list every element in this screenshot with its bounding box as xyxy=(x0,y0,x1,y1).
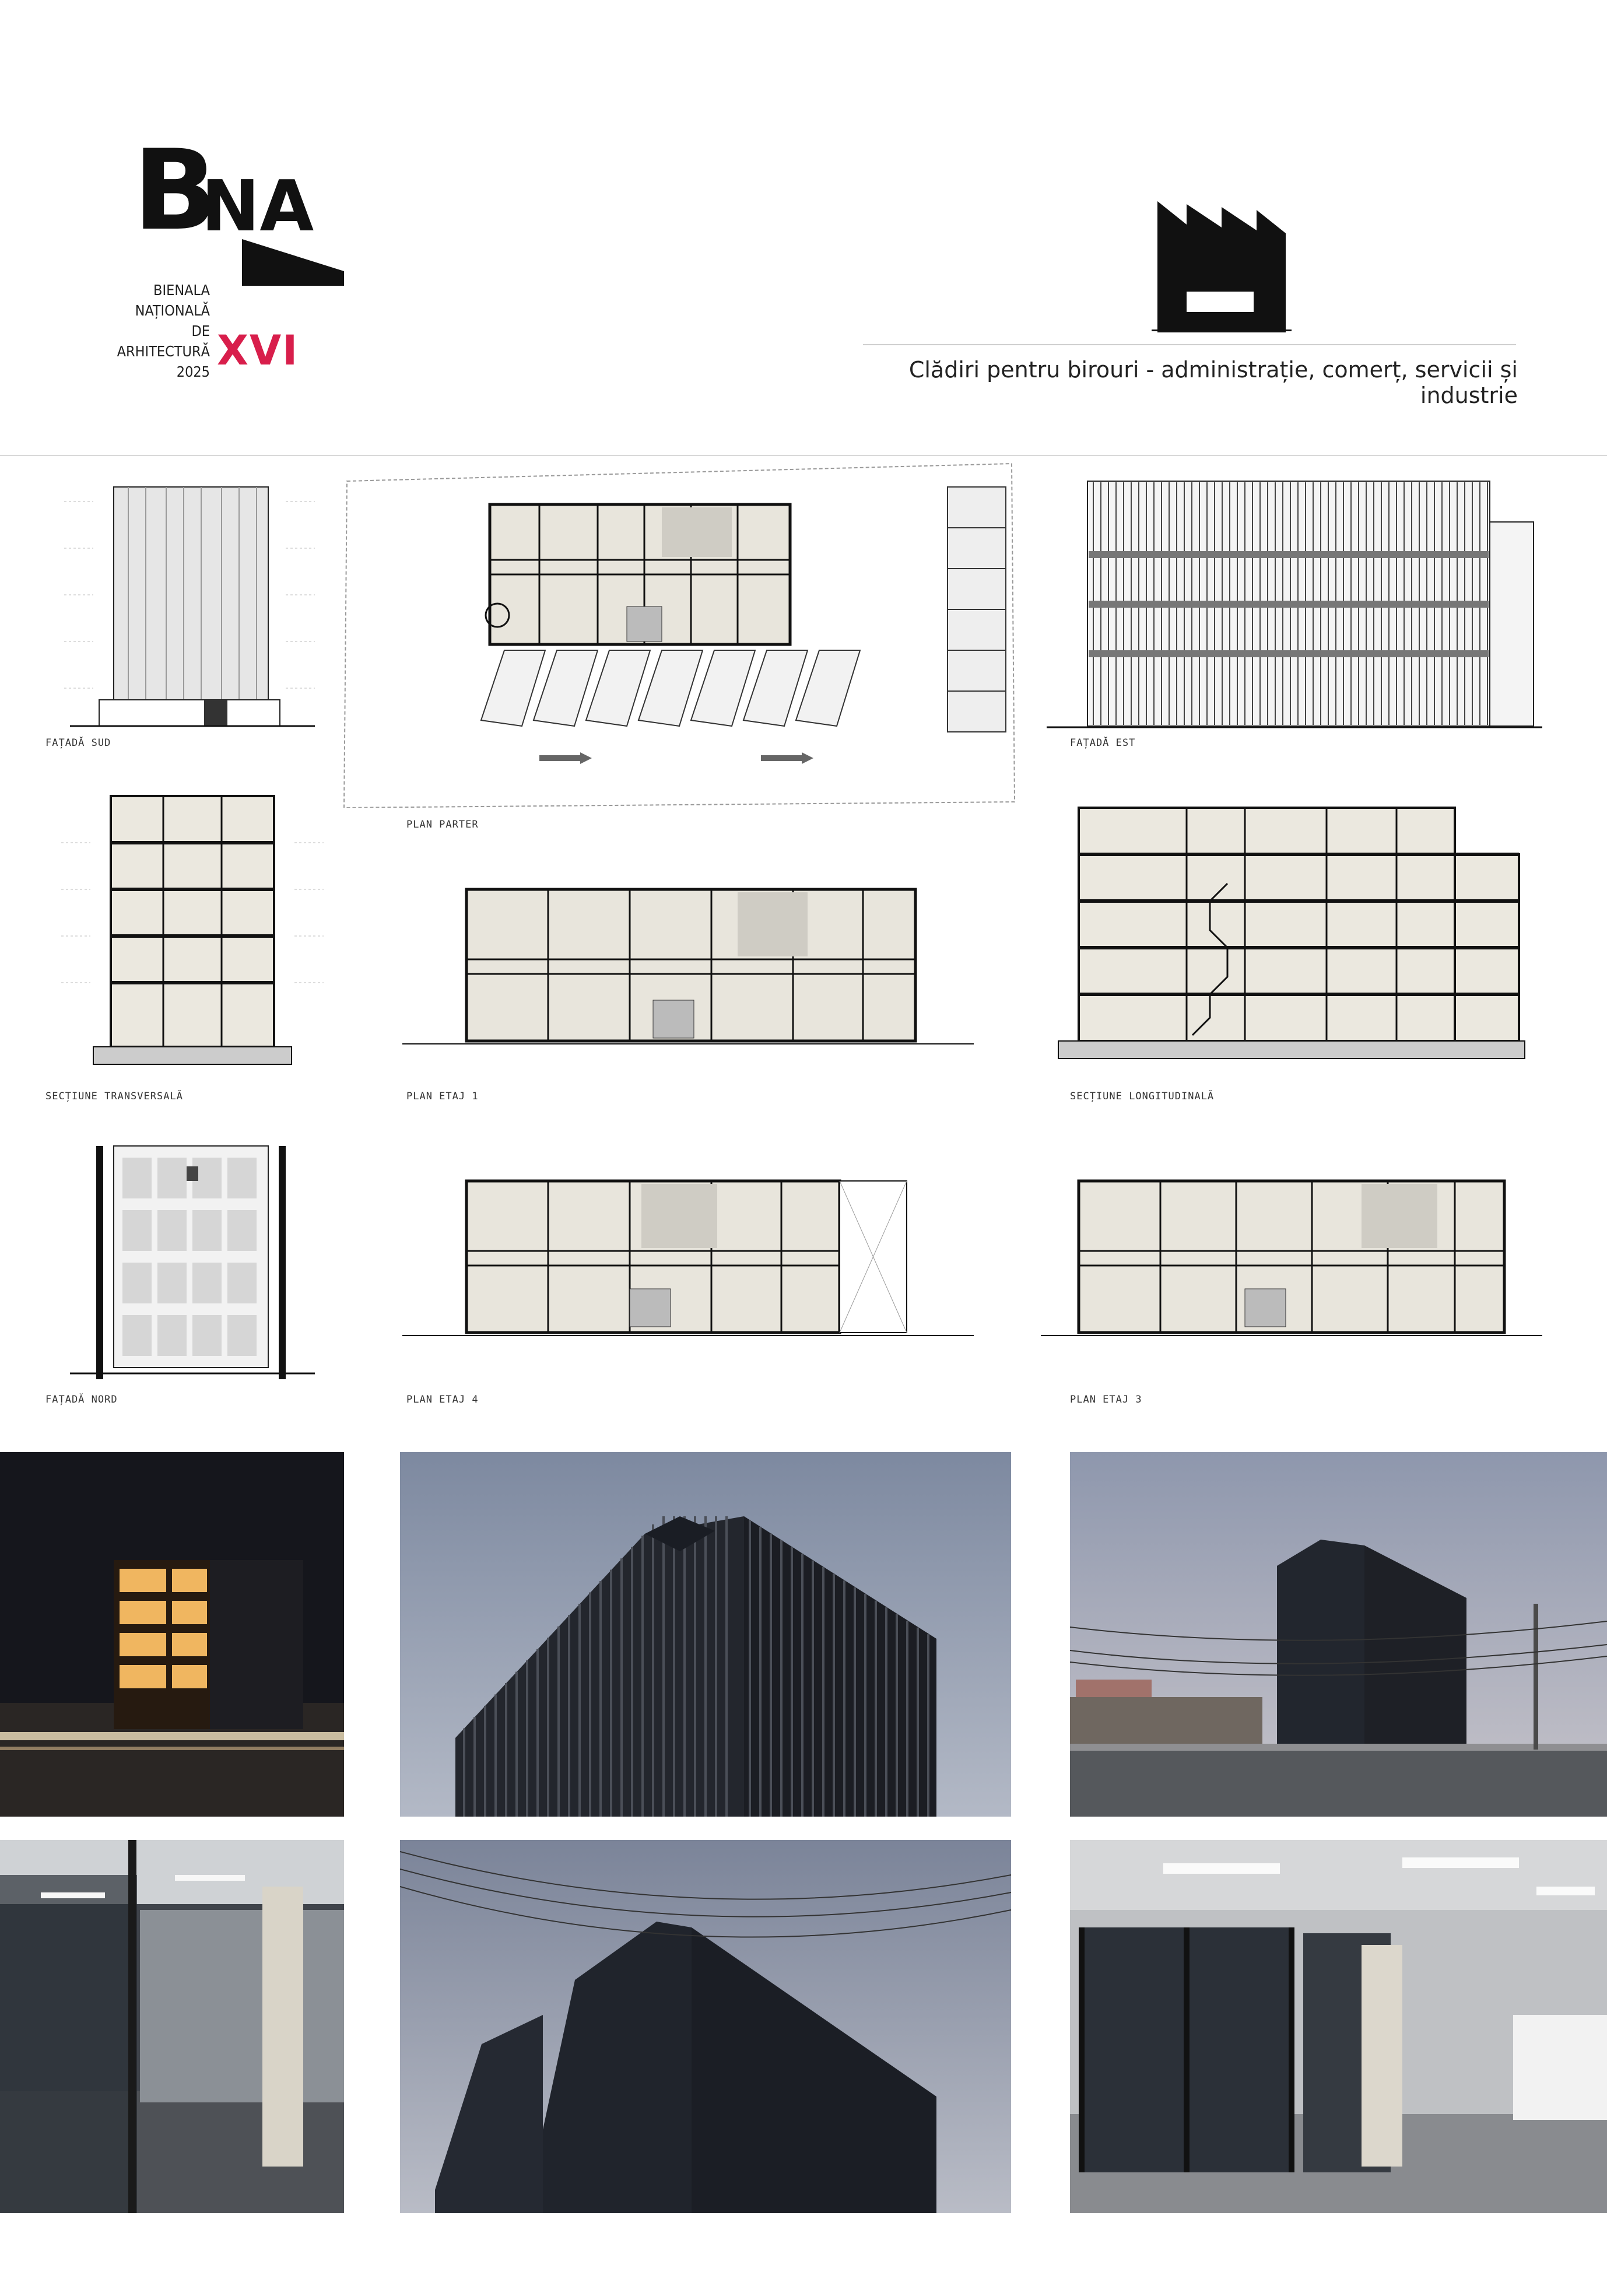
logo-line-5: 2025 xyxy=(176,363,210,380)
ground-plan-drawing xyxy=(341,458,1023,808)
facade-south-label: FAȚADĂ SUD xyxy=(45,737,111,749)
logo-text xyxy=(105,280,210,382)
logo-edition: XVI xyxy=(217,327,299,374)
facade-east-label: FAȚADĂ EST xyxy=(1070,737,1136,749)
logo-na-mark xyxy=(201,160,344,289)
section-longitudinal-label: SECȚIUNE LONGITUDINALĂ xyxy=(1070,1091,1215,1102)
category-title: Clădiri pentru birouri - administrație, comerț, servicii și industrie xyxy=(908,357,1518,408)
logo-line-2: NAȚIONALĂ xyxy=(135,302,210,319)
facade-north-drawing xyxy=(58,1099,327,1385)
floor1-plan-label: PLAN ETAJ 1 xyxy=(406,1091,479,1102)
logo-line-4: ARHITECTURĂ xyxy=(117,343,210,360)
logo-letter-b: B xyxy=(133,126,215,255)
section-transversal-drawing xyxy=(58,784,327,1076)
night-exterior-photo xyxy=(0,1452,344,1817)
office-interior-photo xyxy=(0,1840,344,2213)
section-longitudinal-drawing xyxy=(1035,790,1548,1064)
lobby-entrance-photo xyxy=(1070,1840,1607,2213)
facade-corner-photo xyxy=(400,1452,1011,1817)
floor1-plan-drawing xyxy=(397,834,980,1067)
category-divider xyxy=(863,344,1516,345)
floor3-plan-drawing xyxy=(1035,1134,1548,1368)
logo-line-3: DE xyxy=(191,323,210,339)
factory-icon xyxy=(1152,201,1292,335)
floor4-plan-drawing xyxy=(397,1134,980,1368)
logo-letters-na: NA xyxy=(201,166,314,247)
ground-plan-label: PLAN PARTER xyxy=(406,819,479,830)
facade-south-drawing xyxy=(58,478,327,735)
street-view-photo xyxy=(1070,1452,1607,1817)
facade-north-label: FAȚADĂ NORD xyxy=(45,1394,118,1405)
floor3-plan-label: PLAN ETAJ 3 xyxy=(1070,1394,1142,1405)
floor4-plan-label: PLAN ETAJ 4 xyxy=(406,1394,479,1405)
section-transversal-label: SECȚIUNE TRANSVERSALĂ xyxy=(45,1091,183,1102)
drawings-top-border xyxy=(0,455,1607,456)
facade-east-drawing xyxy=(1035,475,1548,738)
logo-line-1: BIENALA xyxy=(153,282,210,299)
facade-lowangle-photo xyxy=(400,1840,1011,2213)
